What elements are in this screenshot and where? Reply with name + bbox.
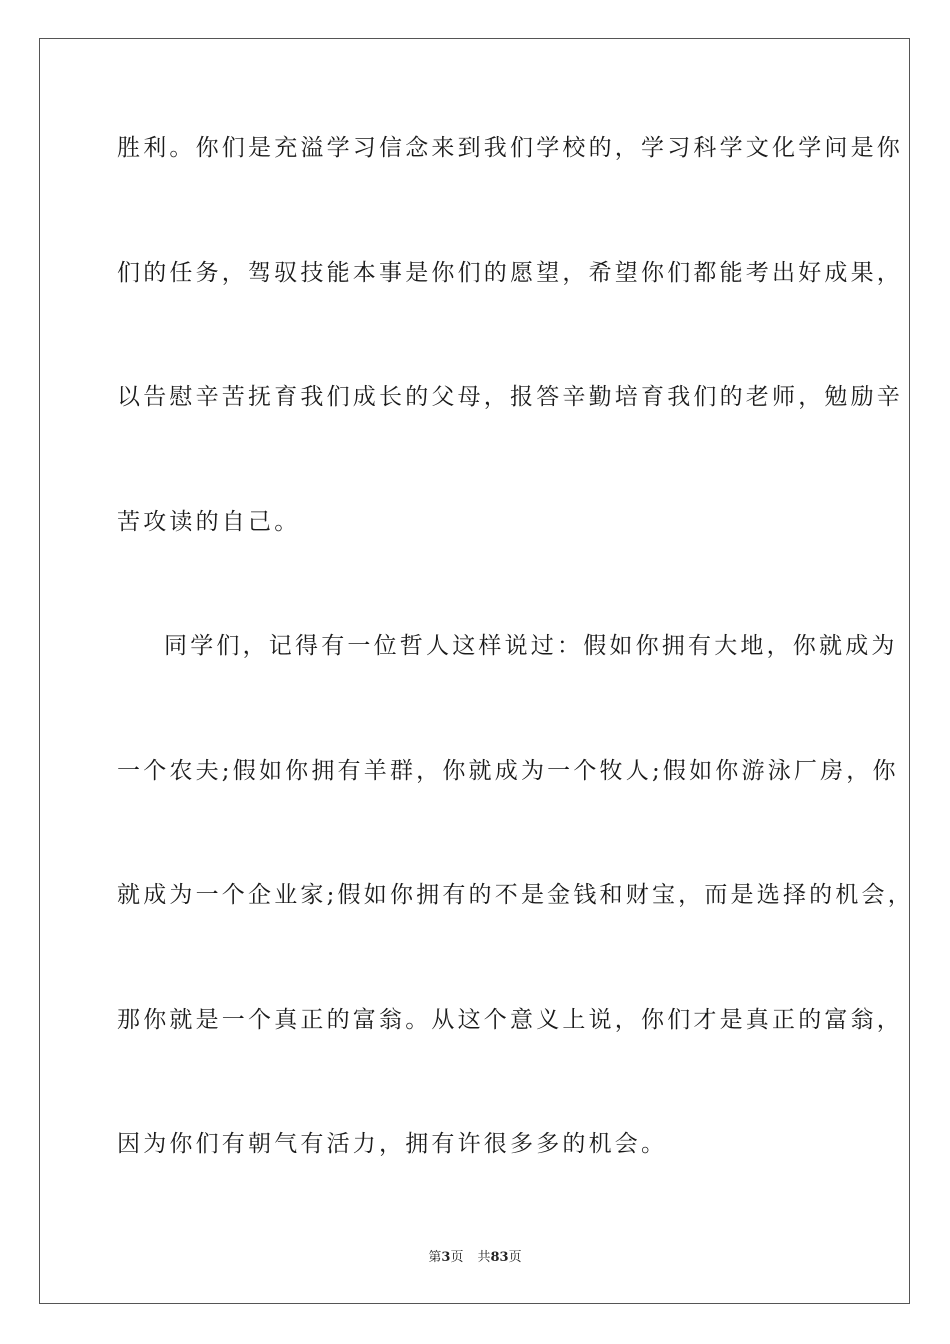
footer-page-suffix: 页 [450,1250,464,1265]
paragraph-line-5: 同学们，记得有一位哲人这样说过：假如你拥有大地，你就成为 [164,633,898,659]
footer-total-pages: 83 [490,1250,509,1265]
footer-page-prefix: 第 [428,1250,442,1265]
paragraph-line-6: 一个农夫;假如你拥有羊群，你就成为一个牧人;假如你游泳厂房，你 [117,758,899,784]
paragraph-line-8: 那你就是一个真正的富翁。从这个意义上说，你们才是真正的富翁， [117,1007,903,1033]
page-footer [0,1246,950,1265]
footer-page-number: 3 [441,1250,451,1265]
page-border [39,38,910,1304]
paragraph-line-1: 胜利。你们是充溢学习信念来到我们学校的，学习科学文化学问是你 [117,135,903,161]
paragraph-line-4: 苦攻读的自己。 [117,509,301,535]
paragraph-line-2: 们的任务，驾驭技能本事是你们的愿望，希望你们都能考出好成果， [117,260,903,286]
paragraph-line-7: 就成为一个企业家;假如你拥有的不是金钱和财宝，而是选择的机会， [117,882,914,908]
paragraph-line-9: 因为你们有朝气有活力，拥有许很多多的机会。 [117,1131,668,1157]
footer-total-suffix: 页 [508,1250,522,1265]
footer-total-prefix: 共 [477,1250,491,1265]
paragraph-line-3: 以告慰辛苦抚育我们成长的父母，报答辛勤培育我们的老师，勉励辛 [117,384,903,410]
